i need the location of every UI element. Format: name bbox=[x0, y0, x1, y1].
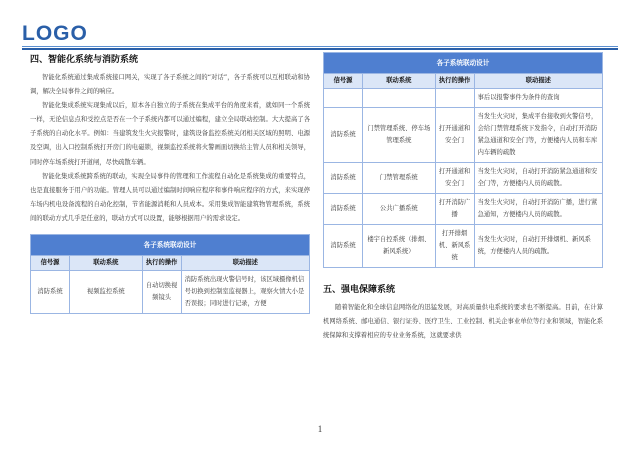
table-cell bbox=[435, 89, 474, 108]
section-title-fire: 四、智能化系统与消防系统 bbox=[30, 55, 139, 65]
col-header: 联动系统 bbox=[70, 256, 143, 271]
table-row bbox=[31, 271, 310, 314]
paragraph: 智能化集成系统跨系统的联动，实现全局事件的管理和工作流程自动化是系统集成的重要特点，也是直接服务于用户的功能。管理人员可以通过编制时间响应程序和事件响应程序的方式，来实现停车场内机电设备流程的自动化控制，节省能源消耗和人员成本。采用集成智能建筑物管理系统，系统间的联动方式几乎是任意的，联动方式可以设置，能够根据用户的需求设定。 bbox=[30, 172, 310, 222]
linkage-table-left bbox=[30, 234, 310, 314]
col-header: 信号源 bbox=[324, 74, 363, 89]
linkage-table-right bbox=[323, 52, 603, 268]
table-cell: 消防系统 bbox=[324, 108, 363, 163]
table-cell: 公共广播系统 bbox=[363, 194, 436, 225]
table-row bbox=[324, 108, 603, 163]
col-header: 信号源 bbox=[31, 256, 70, 271]
table-cell: 当发生火灾时，自动打开消防紧急通道和安全门等，方便楼内人员的疏散。 bbox=[474, 163, 602, 194]
table-cell: 打开通道和安全门 bbox=[435, 108, 474, 163]
page-number: 1 bbox=[317, 424, 323, 434]
table-cell: 打开通道和安全门 bbox=[435, 163, 474, 194]
table-row bbox=[324, 225, 603, 268]
table-caption: 各子系统联动设计 bbox=[31, 235, 310, 256]
table-cell: 当发生火灾时，自动打开消防广播，进行紧急通知，方便楼内人员的疏散。 bbox=[474, 194, 602, 225]
paragraph: 随着智能化和全球信息网络化的迅猛发展，对高质量供电系统的要求也不断提高。目前，在计算机网络系统、邮电通信、银行证券、医疗卫生、工业控制、机关企事业单位等行业和领域，智能化系统保障和支撑着相应的专业业务系统，这就要求供 bbox=[323, 304, 603, 340]
table-cell: 视频监控系统 bbox=[70, 271, 143, 314]
table-cell: 消防系统 bbox=[324, 225, 363, 268]
col-header: 联动描述 bbox=[181, 256, 309, 271]
table-row bbox=[324, 89, 603, 108]
logo: LOGO bbox=[22, 22, 88, 45]
header-rule-thick bbox=[22, 48, 618, 50]
table-cell: 消防系统 bbox=[31, 271, 70, 314]
table-cell: 门禁管理系统 bbox=[363, 163, 436, 194]
table-cell bbox=[363, 89, 436, 108]
table-cell: 消防系统出现火警信号时，该区域摄像机信号切换到控制室监视器上，观察火情大小是否误报；同时进行记录，方便 bbox=[181, 271, 309, 314]
col-header: 执行的操作 bbox=[142, 256, 181, 271]
col-header: 联动系统 bbox=[363, 74, 436, 89]
col-header: 联动描述 bbox=[474, 74, 602, 89]
table-cell bbox=[324, 89, 363, 108]
table-cell: 打开排烟机、新风系统 bbox=[435, 225, 474, 268]
table-cell: 事后以报警事件为条件的查询 bbox=[474, 89, 602, 108]
table-row bbox=[324, 163, 603, 194]
col-header: 执行的操作 bbox=[435, 74, 474, 89]
right-column bbox=[323, 52, 603, 343]
table-cell: 消防系统 bbox=[324, 163, 363, 194]
left-column bbox=[30, 52, 310, 314]
table-cell: 门禁管理系统、停车场管理系统 bbox=[363, 108, 436, 163]
table-cell: 打开消防广播 bbox=[435, 194, 474, 225]
paragraph: 智能化系统通过集成系统接口网关，实现了各子系统之间的“对话”，各子系统可以互相联动和协调，解决全局事件之间的响应。 bbox=[30, 74, 310, 96]
table-row bbox=[324, 194, 603, 225]
section-title-power: 五、强电保障系统 bbox=[323, 285, 396, 295]
table-caption: 各子系统联动设计 bbox=[324, 53, 603, 74]
header-rule bbox=[22, 46, 618, 47]
table-cell: 当发生火灾时，自动打开排烟机、新风系统，方便楼内人员的疏散。 bbox=[474, 225, 602, 268]
paragraph: 智能化集成系统实现集成以后，原本各自独立的子系统在集成平台的角度来看，就如同一个系统一样，无论信息点和受控点是否在一个子系统内都可以通过编程，建立全局联动控制。大大提高了各子系统的自动化水平。例如：当建筑发生火灾报警时，建筑设备监控系统关闭相关区域的照明、电源及空调，出入口控制系统打开房门的电磁锁，视频监控系统将火警画面切换给主管人员和相关领导，同时停车场系统打开道闸，尽快疏散车辆。 bbox=[30, 102, 310, 166]
table-cell: 当发生火灾时，集成平台接收到火警信号，会给门禁管理系统下发指令，自动打开消防紧急通道和安全门等，方便楼内人员和车库内车辆的疏散 bbox=[474, 108, 602, 163]
table-cell: 自动切换视频镜头 bbox=[142, 271, 181, 314]
table-cell: 消防系统 bbox=[324, 194, 363, 225]
table-cell: 楼宇自控系统（排烟、新风系统） bbox=[363, 225, 436, 268]
